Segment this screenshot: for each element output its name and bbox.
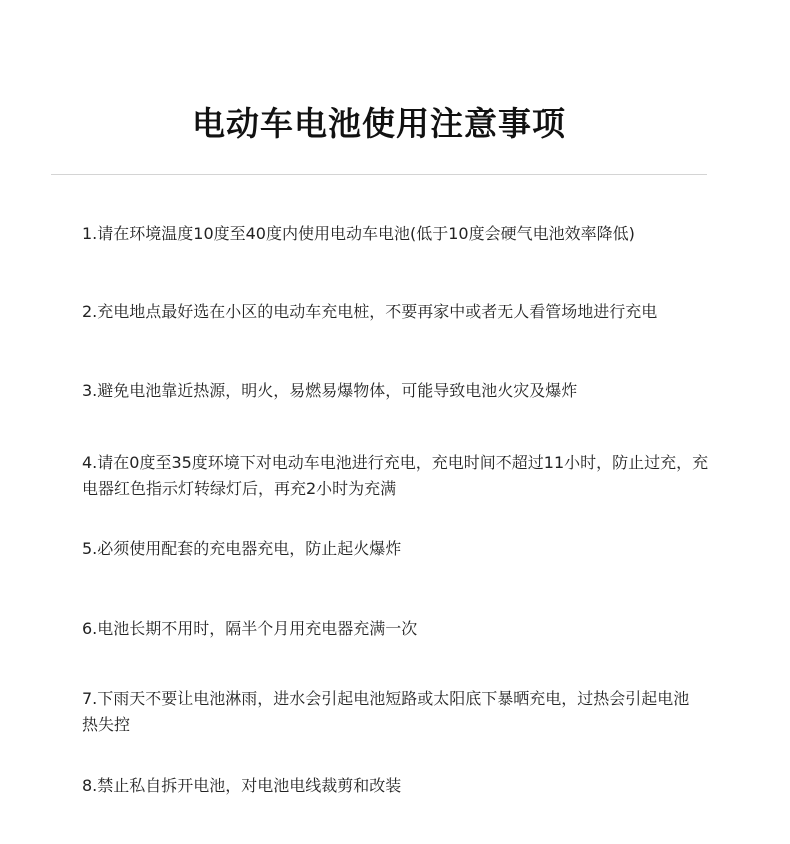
list-item: 6.电池长期不用时，隔半个月用充电器充满一次 <box>82 619 418 638</box>
list-item: 4.请在0度至35度环境下对电动车电池进行充电，充电时间不超过11小时，防止过充，充电器红色指示灯转绿灯后，再充2小时为充满 <box>82 453 709 498</box>
list-item: 2.充电地点最好选在小区的电动车充电桩，不要再家中或者无人看管场地进行充电 <box>82 302 658 321</box>
list-item: 3.避免电池靠近热源，明火，易燃易爆物体，可能导致电池火灾及爆炸 <box>82 381 578 400</box>
page-title: 电动车电池使用注意事项 <box>192 104 566 143</box>
list-item: 8.禁止私自拆开电池，对电池电线裁剪和改装 <box>82 776 402 795</box>
list-item: 5.必须使用配套的充电器充电，防止起火爆炸 <box>82 539 402 558</box>
list-item: 7.下雨天不要让电池淋雨，进水会引起电池短路或太阳底下暴晒充电，过热会引起电池热失控 <box>82 689 690 734</box>
title-divider <box>51 174 707 175</box>
list-item: 1.请在环境温度10度至40度内使用电动车电池(低于10度会硬气电池效率降低) <box>82 224 635 243</box>
